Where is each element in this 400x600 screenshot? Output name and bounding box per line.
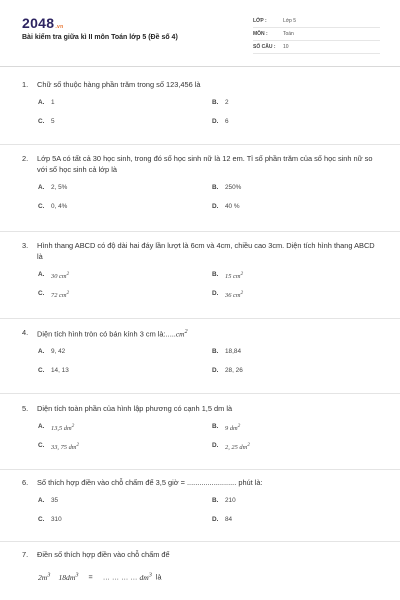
question-text: Số thích hợp điền vào chỗ chấm để 3,5 giờ = ........................ phút là: [37, 478, 263, 487]
option-letter: D. [212, 516, 219, 523]
option-b[interactable] [212, 348, 241, 356]
option-b[interactable] [212, 99, 229, 107]
option-exponent: 2 [66, 271, 70, 277]
formula-term: 2m [38, 572, 48, 582]
question-4 [22, 327, 380, 390]
option-d[interactable] [212, 290, 243, 300]
logo-text: 2048 [22, 15, 55, 31]
option-unit: dm [63, 425, 72, 433]
meta-label: SỐ CÂU : [253, 44, 276, 51]
option-a[interactable] [38, 184, 67, 192]
option-letter: D. [212, 442, 219, 449]
option-value: 35 [51, 497, 59, 504]
option-value: 250% [225, 184, 242, 191]
option-exponent: 2 [66, 290, 70, 296]
option-exponent: 2 [240, 290, 244, 296]
options [38, 271, 380, 313]
option-value: 2 [225, 99, 229, 106]
option-letter: C. [38, 118, 45, 125]
formula-exponent: 3 [75, 571, 79, 578]
meta-value: Toán [283, 31, 294, 38]
option-exponent: 2 [240, 271, 244, 277]
meta-subject [253, 29, 380, 41]
option-value: 310 [51, 516, 62, 523]
meta-value: 10 [283, 44, 289, 51]
option-unit: dm [239, 444, 248, 452]
option-value: 33, 75 [51, 444, 67, 452]
option-letter: B. [212, 497, 219, 504]
question-text: Điền số thích hợp điền vào chỗ chấm để [37, 550, 170, 559]
option-b[interactable] [212, 271, 243, 281]
options [38, 497, 380, 539]
question-3 [22, 240, 380, 313]
option-letter: C. [38, 516, 45, 523]
option-letter: D. [212, 118, 219, 125]
meta-count [253, 42, 380, 54]
option-value: 84 [225, 516, 233, 523]
option-value: 28, 26 [225, 367, 243, 375]
option-unit: cm [59, 273, 67, 281]
page-header [0, 0, 400, 70]
question-number: 7. [22, 550, 29, 559]
option-letter: C. [38, 203, 45, 210]
header-divider [0, 66, 400, 67]
question-text: Lớp 5A có tất cả 30 học sinh, trong đó số học sinh nữ là 12 em. Tỉ số phần trăm của số học sinh nữ so với số học sinh cả lớp là [37, 154, 373, 174]
formula-tail: là [155, 572, 162, 582]
option-value: 2, 5% [51, 184, 68, 191]
option-letter: B. [212, 99, 219, 106]
options [38, 348, 380, 390]
question-unit: cm [175, 329, 185, 339]
option-letter: B. [212, 271, 219, 278]
question-text: Chữ số thuộc hàng phần trăm trong số 123,456 là [37, 80, 201, 89]
option-a[interactable] [38, 99, 55, 107]
question-exponent: 2 [184, 329, 188, 335]
option-value: 36 [225, 292, 232, 300]
option-unit: cm [233, 292, 241, 300]
divider [0, 144, 400, 145]
option-d[interactable] [212, 516, 232, 524]
question-number: 1. [22, 80, 29, 89]
meta-class [253, 16, 380, 28]
option-value: 6 [225, 118, 229, 125]
option-letter: A. [38, 423, 45, 430]
option-letter: B. [212, 348, 219, 356]
option-b[interactable] [212, 184, 241, 192]
question-6 [22, 477, 380, 539]
divider [0, 541, 400, 542]
option-a[interactable] [38, 423, 74, 433]
option-unit: dm [229, 425, 238, 433]
option-letter: C. [38, 367, 45, 375]
option-c[interactable] [38, 367, 69, 375]
option-letter: C. [38, 442, 45, 449]
formula-blank[interactable]: … … … … [102, 572, 138, 582]
option-c[interactable] [38, 203, 67, 211]
option-letter: A. [38, 348, 45, 356]
option-value: 40 % [225, 203, 240, 210]
logo-sub: .vn [55, 24, 64, 30]
option-letter: B. [212, 184, 219, 191]
option-value: 5 [51, 118, 55, 125]
option-exponent: 2 [76, 442, 80, 448]
exam-meta [253, 16, 380, 55]
option-letter: D. [212, 290, 219, 297]
option-unit: cm [59, 292, 67, 300]
option-value: 9, 42 [51, 348, 66, 356]
divider [0, 318, 400, 319]
question-text: Diện tích toàn phần của hình lập phương có cạnh 1,5 dm là [37, 404, 233, 413]
formula-exponent: 3 [47, 571, 51, 578]
option-c[interactable] [38, 290, 69, 300]
formula-equals: = [88, 572, 93, 582]
question-number: 4. [22, 328, 29, 337]
option-b[interactable] [212, 497, 236, 505]
option-a[interactable] [38, 271, 69, 281]
option-value: 13,5 [51, 425, 63, 433]
option-d[interactable] [212, 442, 250, 452]
question-number: 5. [22, 404, 29, 413]
formula-exponent: 3 [148, 571, 152, 578]
option-a[interactable] [38, 497, 58, 505]
option-value: 1 [51, 99, 55, 106]
option-value: 210 [225, 497, 236, 504]
options [38, 184, 380, 226]
divider [0, 231, 400, 232]
question-1 [22, 79, 380, 141]
formula-unit: dm [139, 572, 149, 582]
option-c[interactable] [38, 442, 79, 452]
divider [0, 469, 400, 470]
option-a[interactable] [38, 348, 65, 356]
exam-title: Bài kiểm tra giữa kì II môn Toán lớp 5 (Đề số 4) [22, 34, 178, 41]
option-letter: A. [38, 271, 45, 278]
option-value: 72 [51, 292, 58, 300]
logo[interactable] [22, 15, 63, 33]
option-value: 14, 13 [51, 367, 69, 375]
option-exponent: 2 [237, 423, 241, 429]
option-d[interactable] [212, 367, 243, 375]
option-exponent: 2 [247, 442, 250, 448]
options [38, 423, 380, 465]
meta-label: LỚP : [253, 18, 267, 25]
question-number: 6. [22, 478, 29, 487]
option-c[interactable] [38, 118, 55, 126]
option-d[interactable] [212, 118, 229, 126]
option-letter: B. [212, 423, 219, 430]
fill-in-formula [38, 571, 380, 582]
question-5 [22, 403, 380, 465]
option-letter: D. [212, 203, 219, 210]
option-value: 18,84 [225, 348, 241, 356]
option-unit: cm [233, 273, 241, 281]
question-number: 3. [22, 241, 29, 250]
meta-label: MÔN : [253, 31, 268, 38]
meta-value: Lớp 5 [283, 18, 297, 25]
option-d[interactable] [212, 203, 240, 211]
option-letter: A. [38, 99, 45, 106]
option-value: 30 [51, 273, 58, 281]
options [38, 99, 380, 141]
option-c[interactable] [38, 516, 62, 524]
question-2 [22, 153, 380, 226]
option-value: 15 [225, 273, 232, 281]
option-value: 0, 4% [51, 203, 68, 210]
option-letter: D. [212, 367, 219, 375]
divider [0, 393, 400, 394]
question-text: Diện tích hình tròn có bán kính 3 cm là:..... [37, 329, 176, 339]
question-7 [22, 549, 380, 582]
option-letter: A. [38, 497, 45, 504]
option-value: 2, 25 [225, 444, 238, 452]
question-number: 2. [22, 154, 29, 163]
option-unit: dm [68, 444, 77, 452]
formula-term: 18dm [58, 572, 76, 582]
question-text: Hình thang ABCD có độ dài hai đáy lần lượt là 6cm và 4cm, chiều cao 3cm. Diện tích hình thang ABCD là [37, 241, 375, 261]
option-letter: A. [38, 184, 45, 191]
option-value: 9 [225, 425, 229, 433]
option-letter: C. [38, 290, 45, 297]
option-exponent: 2 [71, 423, 75, 429]
option-b[interactable] [212, 423, 240, 433]
